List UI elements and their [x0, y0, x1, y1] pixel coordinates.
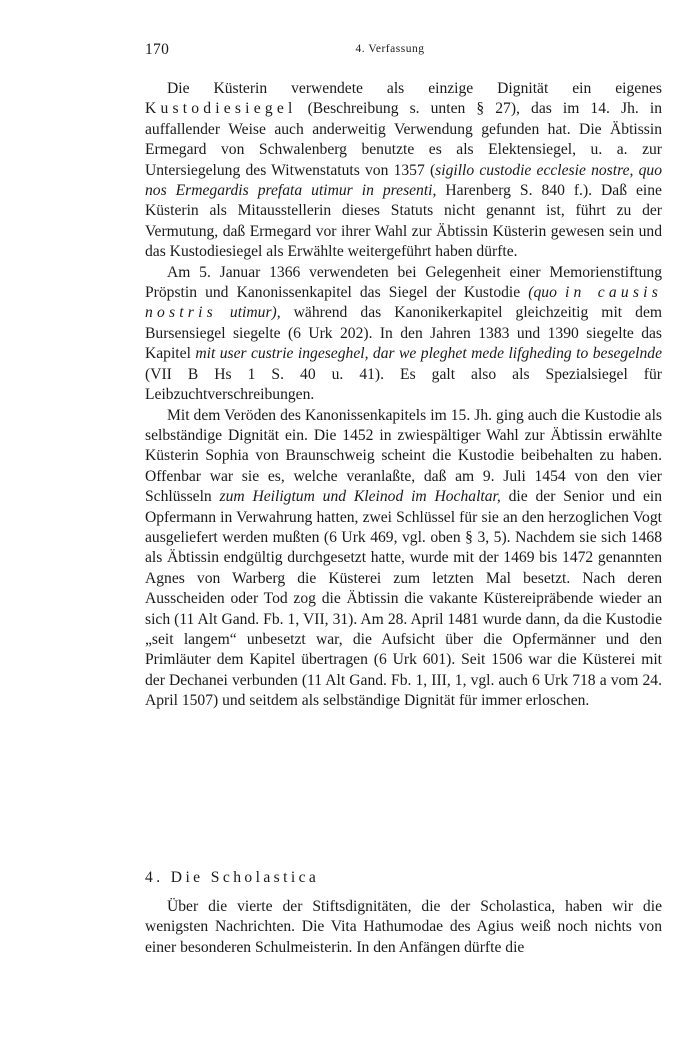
- latin-quote: sigillo custodie ecclesie nostre, quo nos Ermegardis prefata utimur in presenti,: [145, 161, 662, 200]
- low-german-quote: mit user custrie ingeseghel, dar we pleghet mede lifgheding to besegelnde: [195, 345, 662, 363]
- text-run: (VII B Hs 1 S. 40 u. 41). Es galt also als Spezialsiegel für Leibzuchtverschreibungen.: [145, 365, 662, 404]
- body-text: [145, 79, 662, 712]
- latin-quote: (quo: [528, 284, 565, 302]
- section-body-text: [145, 897, 662, 958]
- text-run: Die Küsterin verwendete als einzige Dignität ein eigenes: [167, 80, 662, 97]
- text-run: Harenberg S. 840 f.). Daß eine Küsterin als Mitausstellerin dieses Statuts nicht genannt ist, führt zu der Vermutung, daß Ermegard vor ihrer Wahl zur Äbtissin Küsterin gewesen sein und das Kustodiesiegel als Erwählte weitergeführt haben dürfte.: [145, 182, 662, 261]
- text-run: während das Kanonikerkapitel gleichzeitig mit dem Bursensiegel siegelte (6 Urk 202). In den Jahren 1383 und 1390 siegelte das Kapitel: [145, 304, 663, 363]
- paragraph-scholastica: Über die vierte der Stiftsdignitäten, die der Scholastica, haben wir die wenigsten Nachrichten. Die Vita Hathumodae des Agius weiß noch nichts von einer besonderen Schulmeisterin. In den Anfängen dürfte die: [145, 898, 662, 956]
- spaced-term: Kustodiesiegel: [145, 100, 297, 118]
- page-number: 170: [145, 41, 170, 58]
- text-run: Mit dem Veröden des Kanonissenkapitels im 15. Jh. ging auch die Kustodie als selbständige Dignität ein. Die 1452 in zwiespältiger Wahl zur Äbtissin erwählte Küsterin Sophia von Braunschweig scheint die Kustodie beibehalten zu haben. Offenbar war sie es, welche veranlaßte, daß am 9. Juli 1454 von den vier Schlüsseln: [145, 406, 662, 506]
- paragraph-1366: [145, 263, 662, 406]
- spaced-term: in causis nostris: [145, 284, 662, 322]
- latin-quote: utimur),: [216, 304, 281, 322]
- quote: zum Heiligtum und Kleinod im Hochaltar,: [219, 488, 501, 506]
- paragraph-kustodiesiegel: [145, 79, 662, 263]
- text-run: (Beschreibung s. unten § 27), das im 14. Jh. in auffallender Weise auch anderweitig Verwendung gefunden hat. Die Äbtissin Ermegard von Schwalenberg benutzte es als Elektensiegel, u. a. zur Untersiegelung des Witwenstatuts von 1357 (: [145, 100, 662, 179]
- paragraph-15th-century: [145, 406, 662, 712]
- text-run: Am 5. Januar 1366 verwendeten bei Gelegenheit einer Memorienstiftung Pröpstin und Kanonissenkapitel das Siegel der Kustodie: [145, 263, 662, 302]
- section-heading: 4. Die Scholastica: [145, 869, 320, 886]
- running-head: 4. Verfassung: [355, 43, 425, 55]
- text-run: die der Senior und ein Opfermann in Verwahrung hatten, zwei Schlüssel für sie an den herzoglichen Vogt ausgeliefert werden mußten (6 Urk 469, vgl. oben § 3, 5). Nachdem sie sich 1468 als Äbtissin endgültig durchgesetzt hatte, wurde mit der 1469 bis 1472 genannten Agnes von Warberg die Küsterei zum letzten Mal besetzt. Nach deren Ausscheiden oder Tod zog die Äbtissin die vakante Küstereipräbende wieder an sich (11 Alt Gand. Fb. 1, VII, 31). Am 28. April 1481 wurde dann, da die Kustodie „seit langem“ unbesetzt war, die Aufsicht über die Opfermänner und den Primläuter dem Kapitel übertragen (6 Urk 601). Seit 1506 war die Küsterei mit der Dechanei verbunden (11 Alt Gand. Fb. 1, III, 1, vgl. auch 6 Urk 718 a vom 24. April 1507) und seitdem als selbständige Dignität für immer erloschen.: [145, 488, 663, 710]
